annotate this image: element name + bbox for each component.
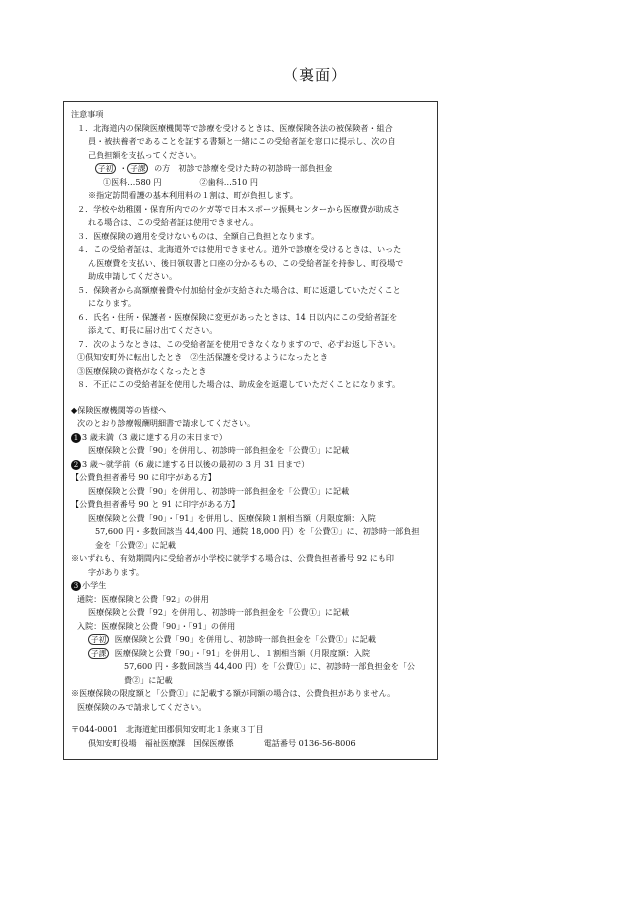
cat3-outpatient-body: 医療保険と公費「92」を併用し、初診時一部負担金を「公費①」に記載 <box>88 607 350 617</box>
cat1-body: 医療保険と公費「90」を併用し、初診時一部負担金を「公費①」に記載 <box>88 445 350 455</box>
cat2-sub2: 【公費負担者番号 90 と 91 に印字がある方】 <box>71 499 240 509</box>
cat3-inpatient-school: 子課 医療保険と公費「90」・「91」を併用し、１割相当額（月限度額：入院 <box>71 647 431 661</box>
cat2-sub1: 【公費負担者番号 90 に印字がある方】 <box>71 472 216 482</box>
page-title: （裏面） <box>282 66 347 84</box>
badge-child: 子初 <box>95 163 116 174</box>
cat3-title: 3 小学生 <box>71 579 431 593</box>
cat1-title: 1 3 歳未満（3 歳に達する月の末日まで） <box>71 431 431 445</box>
number-two-icon: 2 <box>71 460 81 470</box>
note-line: ３．医療保険の適用を受けないものは、全額自己負担となります。 <box>77 230 320 241</box>
rate-mid: の方 <box>154 163 171 173</box>
note-line: １．北海道内の保険医療機関等で診療を受けるときは、医療保険各法の被保険者・組合 <box>77 122 393 133</box>
section-title: ◆保険医療機関等の皆様へ <box>71 404 167 415</box>
note-line: 己負担額を支払ってください。 <box>88 149 202 160</box>
final-note: 医療保険のみで請求してください。 <box>77 701 207 712</box>
note-line: ４．この受給者証は、北海道外では使用できません。道外で診療を受けるときは、いった <box>77 244 402 254</box>
badge-child: 子初 <box>88 634 109 645</box>
note-line: れる場合は、この受給者証は使用できません。 <box>88 217 259 227</box>
notice-box <box>63 101 438 760</box>
cat3-inpatient-child: 子初 医療保険と公費「90」を併用し、初診時一部負担金を「公費①」に記載 <box>71 633 431 647</box>
rate-tail: 初診で診療を受けた時の初診時一部負担金 <box>178 163 333 173</box>
number-one-icon: 1 <box>71 433 81 443</box>
notice-heading: 注意事項 <box>71 109 104 119</box>
badge-school: 子課 <box>88 648 109 659</box>
note-line: ６．氏名・住所・保護者・医療保険に変更があったときは、14 日以内にこの受給者証を <box>77 311 398 322</box>
cat2-body2: 57,600 円・多数回該当 44,400 円、通院 18,000 円）を「公費①」に、初診時一部負担 <box>95 526 420 536</box>
note-line: ８．不正にこの受給者証を使用した場合は、助成金を返還していただくことになります。 <box>77 379 401 389</box>
cat2-note: 字があります。 <box>88 566 145 577</box>
cat2-title: 2 3 歳～就学前（6 歳に達する日以後の最初の 3 月 31 日まで） <box>71 458 431 472</box>
section-intro: 次のとおり診療報酬明細書で請求してください。 <box>77 418 256 428</box>
cat2-note: ※いずれも、有効期間内に受給者が小学校に就学する場合は、公費負担者番号 92 にも印 <box>71 553 395 563</box>
note-line: ①倶知安町外に転出したとき ②生活保護を受けるようになったとき <box>77 352 328 362</box>
note-line: ん医療費を支払い、後日領収書と口座の分かるもの、この受給者証を持参し、町役場で <box>88 257 404 268</box>
cat3-inpatient: 入院：医療保険と公費「90」・「91」の併用 <box>77 620 236 631</box>
rate-values <box>71 176 431 190</box>
rate-line: 子初 ・ 子課 の方 初診で診療を受けた時の初診時一部負担金 <box>71 162 431 176</box>
note-line: ２．学校や幼稚園・保育所内でのケガ等で日本スポーツ振興センターから医療費が助成さ <box>77 203 400 214</box>
note-line: 員・被扶養者であることを証する書類と一緒にこの受給者証を窓口に提示し、次の自 <box>88 136 396 146</box>
cat3-inpatient-school: 57,600 円・多数回該当 44,400 円）を「公費①」に、初診時一部負担金を「公 <box>124 661 415 671</box>
note-line: 添えて、町長に届け出てください。 <box>88 325 218 335</box>
note-line: ５．保険者から高額療養費や付加給付金が支給された場合は、町に返還していただくこと <box>77 284 401 295</box>
cat2-body1: 医療保険と公費「90」を併用し、初診時一部負担金を「公費①」に記載 <box>88 485 350 496</box>
note-line: になります。 <box>88 298 136 308</box>
rate-dental: ②歯科…510 円 <box>199 176 258 187</box>
note-line: ③医療保険の資格がなくなったとき <box>77 365 207 376</box>
address: 〒044-0001 北海道虻田郡倶知安町北１条東３丁目 <box>71 724 264 734</box>
note-line: 助成申請してください。 <box>88 271 178 281</box>
office-contact <box>71 737 431 751</box>
number-three-icon: 3 <box>71 581 81 591</box>
office-name: 倶知安町役場 福祉医療課 国保医療係 <box>88 737 234 748</box>
cat3-outpatient: 通院：医療保険と公費「92」の併用 <box>77 593 209 604</box>
rate-medical: ①医科…580 円 <box>103 176 162 187</box>
cat2-body2: 金を「公費②」に記載 <box>95 539 176 550</box>
badge-school: 子課 <box>127 163 148 174</box>
cat3-inpatient-school: 費②」に記載 <box>124 674 173 685</box>
final-note: ※医療保険の限度額と「公費①」に記載する額が同額の場合は、公費負担がありません。 <box>71 688 396 698</box>
phone-number: 電話番号 0136-56-8006 <box>263 737 356 748</box>
cat2-body2: 医療保険と公費「90」・「91」を併用し、医療保険１割相当額（月限度額：入院 <box>88 512 376 523</box>
note-line: ７．次のようなときは、この受給者証を使用できなくなりますので、必ずお返し下さい。 <box>77 338 401 349</box>
rate-note: ※指定訪問看護の基本利用料の１割は、町が負担します。 <box>88 190 298 200</box>
